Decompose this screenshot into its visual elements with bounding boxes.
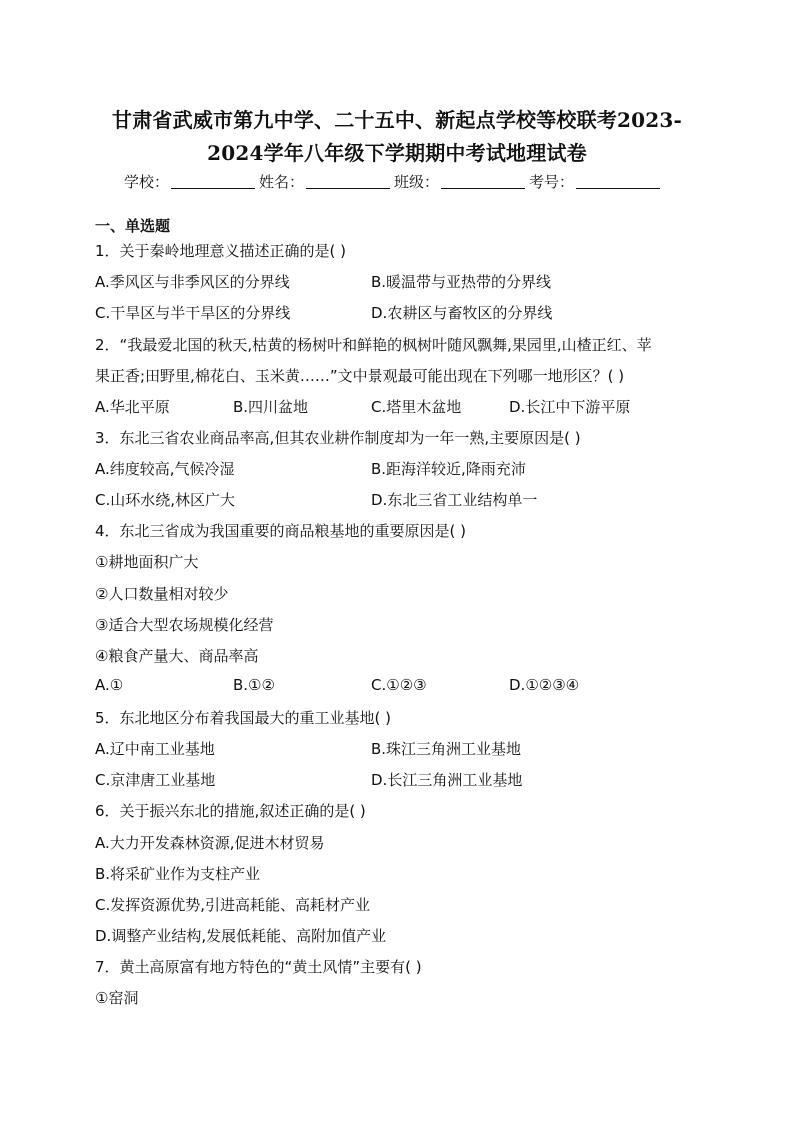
- q2-option-c[interactable]: C.塔里木盆地: [371, 398, 462, 416]
- q6-option-a[interactable]: A.大力开发森林资源,促进木材贸易: [95, 834, 325, 852]
- question-6-stem: 6．关于振兴东北的措施,叙述正确的是( ): [95, 802, 366, 820]
- q5-option-c[interactable]: C.京津唐工业基地: [95, 771, 216, 789]
- number-blank[interactable]: [576, 174, 660, 189]
- question-5-stem: 5．东北地区分布着我国最大的重工业基地( ): [95, 709, 392, 727]
- question-1-stem: 1．关于秦岭地理意义描述正确的是( ): [95, 242, 347, 260]
- question-7-stem: 7．黄土高原富有地方特色的“黄土风情”主要有( ): [95, 958, 422, 976]
- q4-item-3: ③适合大型农场规模化经营: [95, 616, 274, 634]
- q6-option-d[interactable]: D.调整产业结构,发展低耗能、高附加值产业: [95, 927, 387, 945]
- q1-option-b[interactable]: B.暖温带与亚热带的分界线: [371, 273, 552, 291]
- exam-title-line-2: 2024学年八年级下学期期中考试地理试卷: [207, 141, 587, 165]
- q4-option-d[interactable]: D.①②③④: [509, 676, 580, 694]
- q7-item-1: ①窑洞: [95, 989, 139, 1007]
- q6-option-b[interactable]: B.将采矿业作为支柱产业: [95, 865, 261, 883]
- q1-option-d[interactable]: D.农耕区与畜牧区的分界线: [371, 304, 553, 322]
- class-blank[interactable]: [441, 174, 525, 189]
- school-blank[interactable]: [171, 174, 255, 189]
- q4-option-a[interactable]: A.①: [95, 676, 124, 694]
- q5-option-a[interactable]: A.辽中南工业基地: [95, 740, 215, 758]
- q1-option-c[interactable]: C.干旱区与半干旱区的分界线: [95, 304, 291, 322]
- q5-option-d[interactable]: D.长江三角洲工业基地: [371, 771, 523, 789]
- section-heading: 一、单选题: [95, 217, 171, 235]
- q3-option-a[interactable]: A.纬度较高,气候冷湿: [95, 460, 235, 478]
- student-info-row: [124, 171, 684, 192]
- name-blank[interactable]: [306, 174, 390, 189]
- q5-option-b[interactable]: B.珠江三角洲工业基地: [371, 740, 522, 758]
- q4-option-b[interactable]: B.①②: [233, 676, 275, 694]
- school-label: 学校：: [124, 173, 170, 191]
- question-4-stem: 4．东北三省成为我国重要的商品粮基地的重要原因是( ): [95, 522, 467, 540]
- q3-option-b[interactable]: B.距海洋较近,降雨充沛: [371, 460, 526, 478]
- q4-item-4: ④粮食产量大、商品率高: [95, 647, 259, 665]
- q3-option-d[interactable]: D.东北三省工业结构单一: [371, 491, 538, 509]
- class-label: 班级：: [394, 173, 440, 191]
- q4-item-1: ①耕地面积广大: [95, 553, 199, 571]
- q1-option-a[interactable]: A.季风区与非季风区的分界线: [95, 273, 290, 291]
- number-label: 考号：: [529, 173, 575, 191]
- exam-title-line-1: 甘肃省武威市第九中学、二十五中、新起点学校等校联考2023-: [112, 108, 682, 132]
- q6-option-c[interactable]: C.发挥资源优势,引进高耗能、高耗材产业: [95, 896, 371, 914]
- q4-option-c[interactable]: C.①②③: [371, 676, 427, 694]
- question-3-stem: 3．东北三省农业商品率高,但其农业耕作制度却为一年一熟,主要原因是( ): [95, 429, 581, 447]
- question-2-stem-line-1: 2．“我最爱北国的秋天,枯黄的杨树叶和鲜艳的枫树叶随风飘舞,果园里,山楂正红、苹: [95, 336, 652, 354]
- name-label: 姓名：: [259, 173, 305, 191]
- q4-item-2: ②人口数量相对较少: [95, 585, 229, 603]
- question-2-stem-line-2: 果正香;田野里,棉花白、玉米黄……”文中景观最可能出现在下列哪一地形区？( ): [95, 367, 625, 385]
- q2-option-a[interactable]: A.华北平原: [95, 398, 170, 416]
- q3-option-c[interactable]: C.山环水绕,林区广大: [95, 491, 236, 509]
- q2-option-d[interactable]: D.长江中下游平原: [509, 398, 631, 416]
- q2-option-b[interactable]: B.四川盆地: [233, 398, 309, 416]
